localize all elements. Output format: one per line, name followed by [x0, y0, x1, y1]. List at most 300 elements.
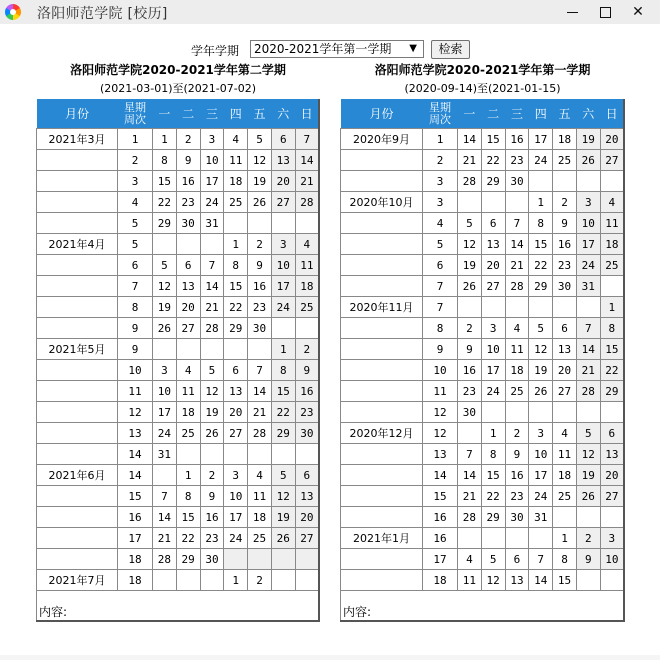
minimize-icon	[567, 12, 578, 13]
day-cell: 17	[271, 276, 295, 297]
header-month: 月份	[37, 99, 118, 129]
week-row	[37, 234, 320, 255]
day-cell: 29	[153, 213, 177, 234]
day-cell: 12	[529, 339, 553, 360]
day-cell: 8	[176, 486, 200, 507]
title-bar	[0, 0, 660, 24]
note-cell: 内容:	[341, 591, 625, 622]
calendar-title: 洛阳师范学院2020-2021学年第二学期	[70, 63, 286, 77]
day-cell: 22	[481, 486, 505, 507]
week-number-cell: 1	[423, 129, 458, 150]
day-cell: 6	[271, 129, 295, 150]
day-cell: 27	[600, 150, 624, 171]
week-number-cell: 17	[118, 528, 153, 549]
day-cell: 25	[295, 297, 319, 318]
day-cell: 20	[176, 297, 200, 318]
day-cell: 17	[481, 360, 505, 381]
month-cell: 2020年10月	[341, 192, 423, 213]
day-cell: 22	[153, 192, 177, 213]
day-cell: 1	[553, 528, 577, 549]
day-cell: 2	[576, 528, 600, 549]
day-cell: 5	[458, 213, 482, 234]
day-cell: 5	[576, 423, 600, 444]
maximize-button[interactable]	[589, 0, 621, 24]
header-weekday: 二	[481, 99, 505, 129]
day-cell: 28	[458, 171, 482, 192]
week-number-cell: 9	[118, 339, 153, 360]
day-cell: 10	[271, 255, 295, 276]
month-cell	[341, 444, 423, 465]
day-cell: 31	[529, 507, 553, 528]
week-row	[341, 570, 625, 591]
day-cell: 13	[600, 444, 624, 465]
week-row	[341, 549, 625, 570]
day-cell: 1	[224, 234, 248, 255]
day-cell	[529, 528, 553, 549]
month-cell: 2021年4月	[37, 234, 118, 255]
day-cell	[176, 444, 200, 465]
day-cell: 20	[481, 255, 505, 276]
day-cell: 17	[153, 402, 177, 423]
week-number-cell: 13	[423, 444, 458, 465]
week-row	[37, 570, 320, 591]
day-cell	[576, 507, 600, 528]
day-cell	[224, 444, 248, 465]
day-cell: 21	[153, 528, 177, 549]
month-cell	[341, 318, 423, 339]
calendar-table	[340, 99, 625, 622]
day-cell: 7	[458, 444, 482, 465]
day-cell: 14	[200, 276, 224, 297]
week-number-cell: 10	[423, 360, 458, 381]
week-row	[341, 486, 625, 507]
day-cell: 20	[271, 171, 295, 192]
day-cell: 16	[295, 381, 319, 402]
day-cell: 17	[224, 507, 248, 528]
month-cell	[341, 255, 423, 276]
day-cell: 1	[600, 297, 624, 318]
term-label: 学年学期	[191, 44, 240, 58]
header-weekday: 五	[553, 99, 577, 129]
day-cell: 19	[248, 171, 272, 192]
search-button[interactable]: 检索	[431, 40, 470, 59]
month-cell	[37, 213, 118, 234]
week-number-cell: 12	[423, 402, 458, 423]
week-number-cell: 15	[118, 486, 153, 507]
week-number-cell: 6	[423, 255, 458, 276]
minimize-button[interactable]	[556, 0, 588, 24]
day-cell: 20	[553, 360, 577, 381]
week-number-cell: 5	[118, 234, 153, 255]
maximize-icon	[600, 7, 611, 18]
day-cell: 23	[553, 255, 577, 276]
day-cell: 29	[224, 318, 248, 339]
day-cell: 17	[576, 234, 600, 255]
day-cell	[458, 423, 482, 444]
day-cell	[600, 570, 624, 591]
week-number-cell: 3	[118, 171, 153, 192]
calendar-date-range: (2021-03-01)至(2021-07-02)	[99, 82, 257, 95]
day-cell: 18	[553, 465, 577, 486]
week-row	[341, 171, 625, 192]
window-bottom-edge	[0, 655, 660, 660]
day-cell: 6	[224, 360, 248, 381]
day-cell: 5	[271, 465, 295, 486]
day-cell: 6	[600, 423, 624, 444]
day-cell: 24	[271, 297, 295, 318]
note-row	[37, 591, 320, 622]
day-cell: 14	[153, 507, 177, 528]
day-cell: 12	[576, 444, 600, 465]
day-cell: 25	[505, 381, 529, 402]
day-cell: 2	[295, 339, 319, 360]
day-cell: 15	[481, 465, 505, 486]
week-row	[37, 402, 320, 423]
month-cell	[37, 276, 118, 297]
day-cell	[505, 192, 529, 213]
day-cell	[200, 339, 224, 360]
week-number-cell: 7	[423, 276, 458, 297]
day-cell	[600, 276, 624, 297]
day-cell: 1	[481, 423, 505, 444]
day-cell: 19	[458, 255, 482, 276]
day-cell: 29	[271, 423, 295, 444]
day-cell	[271, 549, 295, 570]
day-cell: 28	[505, 276, 529, 297]
day-cell: 1	[224, 570, 248, 591]
week-row	[37, 150, 320, 171]
header-week: 星期 周次	[118, 99, 153, 129]
week-row	[37, 528, 320, 549]
week-number-cell: 11	[118, 381, 153, 402]
day-cell: 14	[458, 465, 482, 486]
day-cell: 26	[576, 150, 600, 171]
day-cell	[481, 297, 505, 318]
day-cell: 18	[553, 129, 577, 150]
day-cell: 8	[224, 255, 248, 276]
header-weekday: 四	[529, 99, 553, 129]
week-row	[341, 423, 625, 444]
header-weekday: 日	[600, 99, 624, 129]
week-row	[37, 318, 320, 339]
month-cell	[37, 150, 118, 171]
day-cell: 14	[529, 570, 553, 591]
week-row	[341, 129, 625, 150]
day-cell: 3	[481, 318, 505, 339]
day-cell: 11	[176, 381, 200, 402]
day-cell	[505, 297, 529, 318]
day-cell	[553, 297, 577, 318]
week-row	[341, 444, 625, 465]
day-cell: 19	[576, 129, 600, 150]
day-cell	[271, 318, 295, 339]
day-cell: 9	[553, 213, 577, 234]
day-cell: 1	[529, 192, 553, 213]
week-number-cell: 16	[423, 507, 458, 528]
day-cell: 18	[248, 507, 272, 528]
month-cell: 2021年5月	[37, 339, 118, 360]
day-cell: 3	[271, 234, 295, 255]
month-cell	[341, 339, 423, 360]
day-cell: 4	[505, 318, 529, 339]
day-cell: 25	[248, 528, 272, 549]
week-number-cell: 6	[118, 255, 153, 276]
day-cell: 14	[248, 381, 272, 402]
day-cell: 5	[248, 129, 272, 150]
month-cell	[341, 465, 423, 486]
calendar-header-row	[37, 99, 320, 129]
month-cell	[37, 318, 118, 339]
day-cell: 15	[600, 339, 624, 360]
week-number-cell: 8	[423, 318, 458, 339]
month-cell: 2020年11月	[341, 297, 423, 318]
day-cell: 5	[481, 549, 505, 570]
month-cell: 2021年1月	[341, 528, 423, 549]
day-cell	[248, 213, 272, 234]
day-cell: 14	[576, 339, 600, 360]
week-number-cell: 18	[423, 570, 458, 591]
day-cell: 6	[481, 213, 505, 234]
day-cell: 26	[271, 528, 295, 549]
week-row	[37, 339, 320, 360]
calendar-title: 洛阳师范学院2020-2021学年第一学期	[374, 63, 591, 77]
week-row	[37, 297, 320, 318]
day-cell: 11	[295, 255, 319, 276]
header-weekday: 六	[576, 99, 600, 129]
term-select[interactable]	[250, 40, 424, 58]
day-cell: 15	[271, 381, 295, 402]
day-cell: 4	[295, 234, 319, 255]
day-cell: 11	[600, 213, 624, 234]
day-cell: 19	[153, 297, 177, 318]
day-cell	[576, 171, 600, 192]
day-cell: 18	[224, 171, 248, 192]
day-cell: 18	[295, 276, 319, 297]
term-search-bar	[0, 40, 660, 60]
month-cell: 2021年6月	[37, 465, 118, 486]
week-row	[341, 192, 625, 213]
day-cell: 7	[529, 549, 553, 570]
day-cell: 13	[271, 150, 295, 171]
day-cell: 15	[153, 171, 177, 192]
day-cell: 14	[295, 150, 319, 171]
day-cell: 30	[248, 318, 272, 339]
day-cell: 24	[481, 381, 505, 402]
month-cell	[341, 402, 423, 423]
day-cell	[458, 528, 482, 549]
day-cell: 13	[505, 570, 529, 591]
day-cell: 16	[248, 276, 272, 297]
day-cell	[553, 171, 577, 192]
header-week: 星期 周次	[423, 99, 458, 129]
week-number-cell: 3	[423, 171, 458, 192]
day-cell	[481, 192, 505, 213]
day-cell: 21	[200, 297, 224, 318]
header-weekday: 四	[224, 99, 248, 129]
day-cell	[176, 570, 200, 591]
month-cell	[341, 276, 423, 297]
day-cell: 22	[271, 402, 295, 423]
day-cell: 6	[553, 318, 577, 339]
day-cell: 9	[200, 486, 224, 507]
day-cell	[576, 570, 600, 591]
day-cell	[458, 297, 482, 318]
week-number-cell: 16	[118, 507, 153, 528]
month-cell	[341, 171, 423, 192]
day-cell	[553, 402, 577, 423]
day-cell: 30	[200, 549, 224, 570]
week-row	[341, 276, 625, 297]
day-cell: 24	[153, 423, 177, 444]
day-cell: 29	[481, 171, 505, 192]
day-cell	[271, 213, 295, 234]
note-cell: 内容:	[37, 591, 320, 622]
day-cell	[176, 339, 200, 360]
day-cell	[200, 444, 224, 465]
day-cell: 23	[458, 381, 482, 402]
week-row	[37, 276, 320, 297]
month-cell	[37, 444, 118, 465]
week-row	[37, 381, 320, 402]
day-cell: 1	[153, 129, 177, 150]
week-number-cell: 17	[423, 549, 458, 570]
day-cell: 11	[458, 570, 482, 591]
header-weekday: 日	[295, 99, 319, 129]
week-number-cell: 8	[118, 297, 153, 318]
day-cell: 6	[295, 465, 319, 486]
day-cell: 28	[153, 549, 177, 570]
week-row	[341, 528, 625, 549]
day-cell	[224, 549, 248, 570]
day-cell: 23	[505, 150, 529, 171]
window-title: 洛阳师范学院 [校历]	[37, 6, 168, 22]
day-cell: 27	[271, 192, 295, 213]
day-cell: 8	[271, 360, 295, 381]
day-cell: 25	[600, 255, 624, 276]
week-number-cell: 18	[118, 570, 153, 591]
month-cell	[37, 297, 118, 318]
week-row	[341, 360, 625, 381]
day-cell: 10	[224, 486, 248, 507]
week-row	[341, 465, 625, 486]
calendar-panel-autumn	[340, 62, 625, 622]
day-cell	[481, 402, 505, 423]
month-cell	[341, 570, 423, 591]
day-cell: 12	[271, 486, 295, 507]
day-cell: 8	[153, 150, 177, 171]
day-cell: 9	[458, 339, 482, 360]
day-cell: 22	[600, 360, 624, 381]
day-cell: 26	[153, 318, 177, 339]
header-weekday: 一	[458, 99, 482, 129]
week-number-cell: 4	[423, 213, 458, 234]
week-row	[341, 150, 625, 171]
day-cell: 2	[248, 234, 272, 255]
day-cell: 27	[481, 276, 505, 297]
calendar-panel-spring	[36, 62, 320, 622]
close-button[interactable]	[622, 0, 654, 24]
day-cell: 12	[458, 234, 482, 255]
day-cell: 3	[529, 423, 553, 444]
day-cell: 2	[200, 465, 224, 486]
day-cell: 3	[224, 465, 248, 486]
day-cell: 25	[176, 423, 200, 444]
day-cell	[200, 570, 224, 591]
day-cell: 21	[576, 360, 600, 381]
week-number-cell: 12	[118, 402, 153, 423]
day-cell: 6	[505, 549, 529, 570]
week-row	[341, 402, 625, 423]
day-cell: 16	[505, 465, 529, 486]
day-cell: 23	[295, 402, 319, 423]
month-cell	[37, 255, 118, 276]
day-cell: 16	[176, 171, 200, 192]
week-number-cell: 9	[118, 318, 153, 339]
day-cell: 11	[224, 150, 248, 171]
month-cell	[37, 381, 118, 402]
day-cell	[271, 444, 295, 465]
day-cell: 13	[481, 234, 505, 255]
day-cell	[576, 297, 600, 318]
month-cell	[37, 486, 118, 507]
week-number-cell: 4	[118, 192, 153, 213]
day-cell: 11	[505, 339, 529, 360]
day-cell	[224, 213, 248, 234]
day-cell: 23	[176, 192, 200, 213]
day-cell	[295, 318, 319, 339]
day-cell: 28	[295, 192, 319, 213]
week-row	[341, 339, 625, 360]
day-cell	[458, 192, 482, 213]
day-cell: 11	[248, 486, 272, 507]
day-cell: 28	[458, 507, 482, 528]
week-number-cell: 3	[423, 192, 458, 213]
week-number-cell: 15	[423, 486, 458, 507]
note-row	[341, 591, 625, 622]
day-cell: 27	[553, 381, 577, 402]
header-weekday: 五	[248, 99, 272, 129]
month-cell	[341, 549, 423, 570]
day-cell: 13	[176, 276, 200, 297]
day-cell	[153, 465, 177, 486]
month-cell	[37, 423, 118, 444]
day-cell	[295, 549, 319, 570]
day-cell: 12	[481, 570, 505, 591]
day-cell: 19	[529, 360, 553, 381]
month-cell	[341, 486, 423, 507]
day-cell: 3	[576, 192, 600, 213]
week-number-cell: 10	[118, 360, 153, 381]
week-row	[37, 507, 320, 528]
calendar-date-range: (2020-09-14)至(2021-01-15)	[404, 82, 561, 95]
week-number-cell: 2	[118, 150, 153, 171]
week-row	[341, 234, 625, 255]
day-cell: 21	[248, 402, 272, 423]
week-row	[37, 465, 320, 486]
day-cell: 15	[481, 129, 505, 150]
month-cell	[37, 507, 118, 528]
day-cell: 29	[481, 507, 505, 528]
week-row	[341, 255, 625, 276]
header-weekday: 三	[505, 99, 529, 129]
day-cell: 21	[458, 486, 482, 507]
day-cell: 25	[553, 486, 577, 507]
week-number-cell: 7	[423, 297, 458, 318]
day-cell: 15	[553, 570, 577, 591]
day-cell: 21	[505, 255, 529, 276]
day-cell: 26	[248, 192, 272, 213]
day-cell: 9	[295, 360, 319, 381]
